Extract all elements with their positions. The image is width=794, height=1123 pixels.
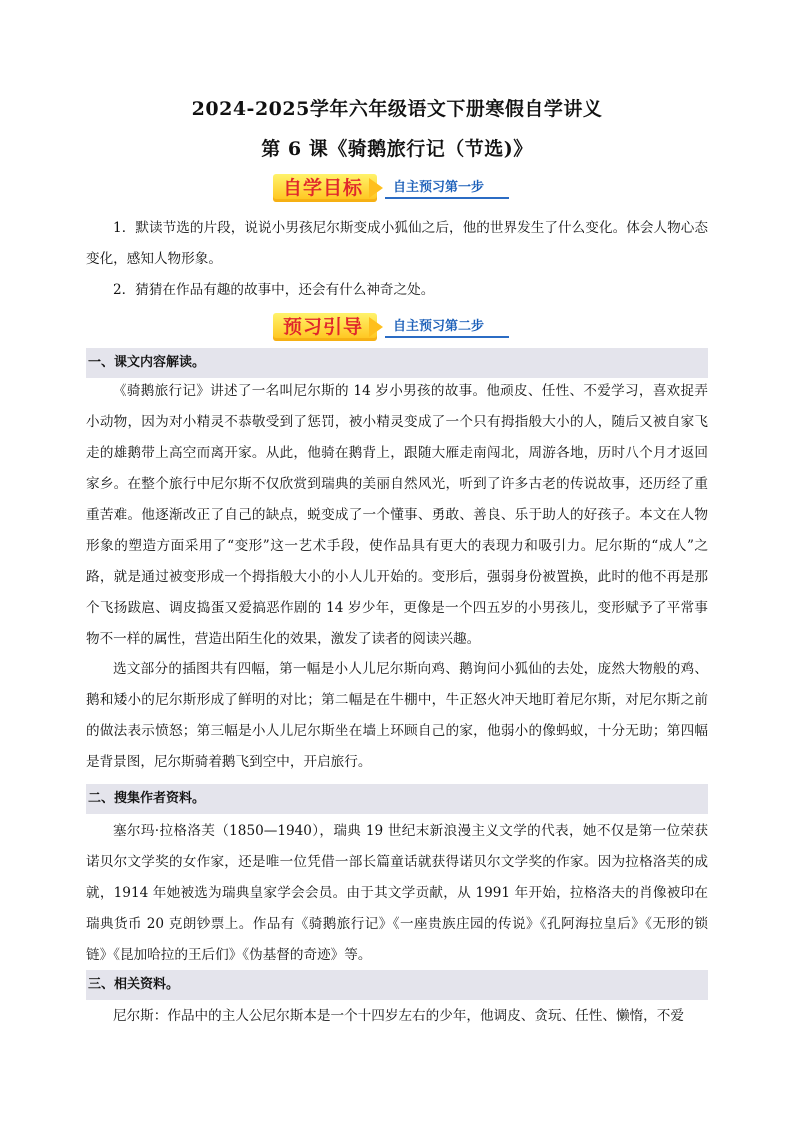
guide-badge-label: 预习引导 [282, 316, 363, 338]
document-title: 2024-2025学年六年级语文下册寒假自学讲义 [191, 98, 603, 120]
goal-banner [273, 174, 523, 202]
section-heading-content: 一、课文内容解读。 [86, 348, 708, 378]
section-paragraph: 《骑鹅旅行记》讲述了一名叫尼尔斯的 14 岁小男孩的故事。他顽皮、任性、不爱学习，喜欢捉弄小动物，因为对小精灵不恭敬受到了惩罚，被小精灵变成了一个只有拇指般大小的人，随后又被自家飞走的雄鹅带上高空而离开家。从此，他骑在鹅背上，跟随大雁走南闯北，周游各地，历时八个月才返回家乡。在整个旅行中尼尔斯不仅欣赏到瑞典的美丽自然风光，听到了许多古老的传说故事，还历经了重重苦难。他逐渐改正了自己的缺点，蜕变成了一个懂事、勇敢、善良、乐于助人的好孩子。本文在人物形象的塑造方面采用了“变形”这一艺术手段，使作品具有更大的表现力和吸引力。尼尔斯的“成人”之路，就是通过被变形成一个拇指般大小的小人儿开始的。变形后，强弱身份被置换，此时的他不再是那个飞扬跋扈、调皮捣蛋又爱搞恶作剧的 14 岁少年，更像是一个四五岁的小男孩儿，变形赋予了平常事物不一样的属性，营造出陌生化的效果，激发了读者的阅读兴趣。 [86, 383, 708, 647]
section-paragraph: 尼尔斯：作品中的主人公尼尔斯本是一个十四岁左右的少年，他调皮、贪玩、任性、懒惰，不爱 [113, 1008, 684, 1024]
goal-subtitle: 自主预习第一步 [393, 180, 485, 195]
lesson-title: 第 6 课《骑鹅旅行记（节选)》 [261, 138, 533, 160]
guide-banner [273, 313, 523, 341]
goal-item-1: 1．默读节选的片段，说说小男孩尼尔斯变成小狐仙之后，他的世界发生了什么变化。体会人物心态变化，感知人物形象。 [86, 220, 708, 267]
goal-badge-label: 自学目标 [282, 177, 363, 199]
guide-underline [385, 336, 509, 338]
goal-underline [385, 197, 509, 199]
guide-subtitle: 自主预习第二步 [393, 319, 485, 334]
section-heading-author: 二、搜集作者资料。 [86, 784, 708, 814]
section-heading-related: 三、相关资料。 [86, 970, 708, 1000]
section-paragraph: 塞尔玛·拉格洛芙（1850—1940），瑞典 19 世纪末新浪漫主义文学的代表，她不仅是第一位荣获诺贝尔文学奖的女作家，还是唯一位凭借一部长篇童话就获得诺贝尔文学奖的作家。因为拉格洛芙的成就，1914 年她被选为瑞典皇家学会会员。由于其文学贡献，从 1991 年开始，拉格洛夫的肖像被印在瑞典货币 20 克朗钞票上。作品有《骑鹅旅行记》《一座贵族庄园的传说》《孔阿海拉皇后》《无形的锁链》《昆加哈拉的王后们》《伪基督的奇迹》等。 [86, 823, 708, 963]
goal-item-2: 2．猜猜在作品有趣的故事中，还会有什么神奇之处。 [113, 282, 435, 298]
section-paragraph: 选文部分的插图共有四幅，第一幅是小人儿尼尔斯向鸡、鹅询问小狐仙的去处，庞然大物般的鸡、鹅和矮小的尼尔斯形成了鲜明的对比；第二幅是在牛棚中，牛正怒火冲天地盯着尼尔斯，对尼尔斯之前的做法表示愤怒；第三幅是小人儿尼尔斯坐在墙上环顾自己的家，他弱小的像蚂蚁，十分无助；第四幅是背景图，尼尔斯骑着鹅飞到空中，开启旅行。 [86, 661, 708, 770]
